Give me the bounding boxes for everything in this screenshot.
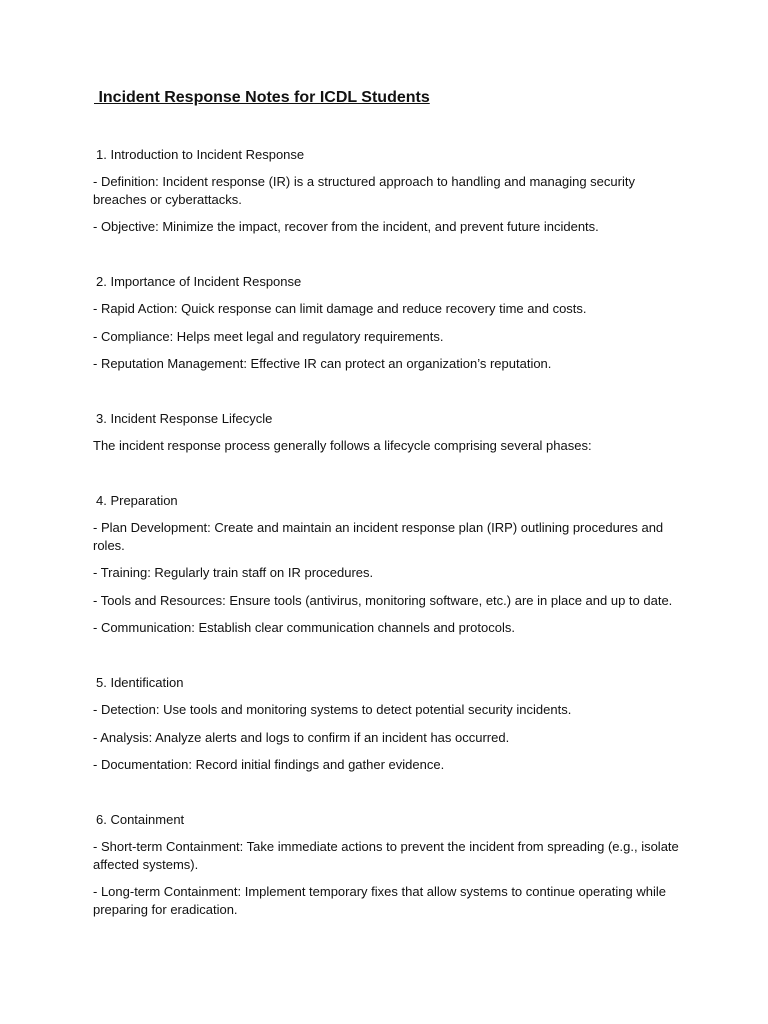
paragraph-short-term-containment: - Short-term Containment: Take immediate actions to prevent the incident from spreading (e.g., isolate affected systems). [93, 839, 679, 872]
paragraph-documentation: - Documentation: Record initial findings and gather evidence. [93, 757, 445, 772]
section-heading-preparation: 4. Preparation [96, 493, 178, 508]
section-heading-introduction: 1. Introduction to Incident Response [96, 147, 305, 162]
section-heading-importance: 2. Importance of Incident Response [96, 274, 302, 289]
paragraph-long-term-containment: - Long-term Containment: Implement temporary fixes that allow systems to continue operating while preparing for eradication. [93, 884, 666, 917]
document-title: Incident Response Notes for ICDL Students [94, 89, 430, 106]
paragraph-objective: - Objective: Minimize the impact, recover from the incident, and prevent future incidents. [93, 219, 599, 234]
paragraph-detection: - Detection: Use tools and monitoring systems to detect potential security incidents. [93, 702, 572, 717]
paragraph-reputation-management: - Reputation Management: Effective IR can protect an organization’s reputation. [93, 356, 552, 371]
paragraph-training: - Training: Regularly train staff on IR procedures. [93, 565, 374, 580]
paragraph-lifecycle-intro: The incident response process generally follows a lifecycle comprising several phases: [93, 438, 592, 453]
paragraph-analysis: - Analysis: Analyze alerts and logs to confirm if an incident has occurred. [93, 730, 510, 745]
paragraph-tools-and-resources: - Tools and Resources: Ensure tools (antivirus, monitoring software, etc.) are in place and up to date. [93, 593, 673, 608]
section-heading-lifecycle: 3. Incident Response Lifecycle [96, 411, 273, 426]
section-heading-containment: 6. Containment [96, 812, 185, 827]
paragraph-rapid-action: - Rapid Action: Quick response can limit damage and reduce recovery time and costs. [93, 301, 587, 316]
paragraph-definition: - Definition: Incident response (IR) is a structured approach to handling and managing security breaches or cyberattacks. [93, 174, 635, 207]
section-heading-identification: 5. Identification [96, 675, 184, 690]
paragraph-plan-development: - Plan Development: Create and maintain an incident response plan (IRP) outlining procedures and roles. [93, 520, 664, 553]
paragraph-compliance: - Compliance: Helps meet legal and regulatory requirements. [93, 329, 444, 344]
paragraph-communication: - Communication: Establish clear communication channels and protocols. [93, 620, 515, 635]
